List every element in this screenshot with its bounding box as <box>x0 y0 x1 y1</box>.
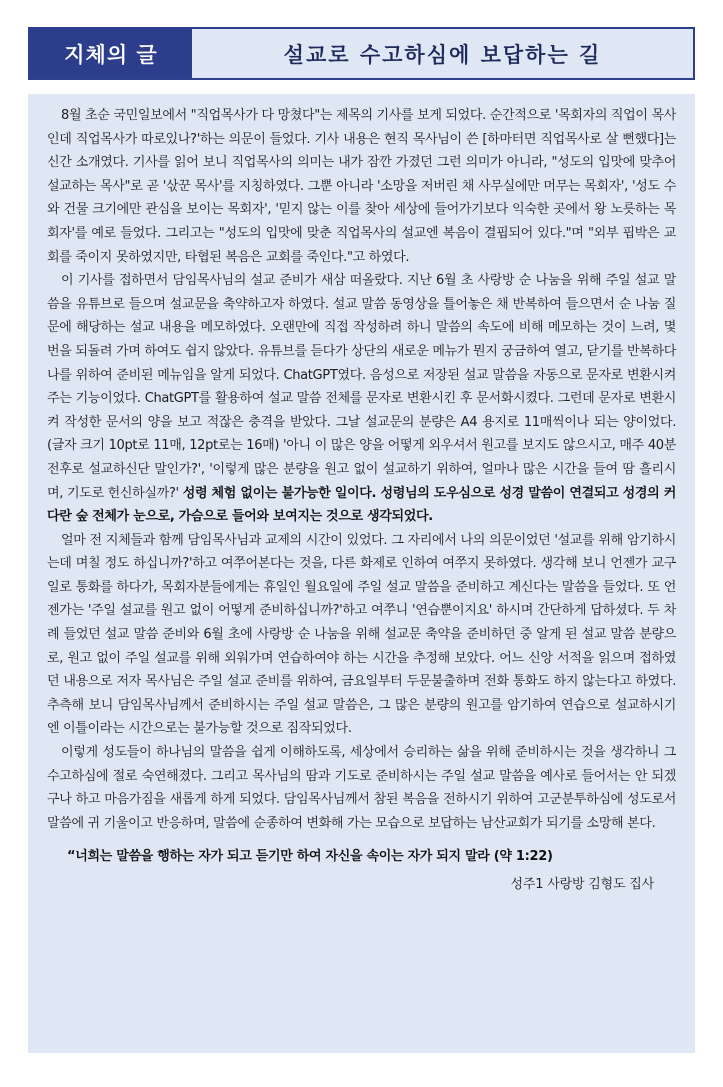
author-signature: 성주1 사랑방 김형도 집사 <box>510 877 654 893</box>
paragraph-2-text: 이 기사를 접하면서 담임목사님의 설교 준비가 새삼 떠올랐다. 지난 6월 초 사랑방 순 나눔을 위해 주일 설교 말씀을 유튜브로 들으며 설교문을 축약하고자 하였다. 설교 말씀 동영상을 틀어놓은 채 반복하여 들으면서 순 나눔 질문에 해당하는 설교 내용을 메모하였다. 오랜만에 직접 작성하려 하니 말씀의 속도에 비해 메모하는 것이 느려, 몇 번을 되돌려 가며 하여도 쉽지 않았다. 유튜브를 듣다가 상단의 새로운 메뉴가 뭔지 궁금하여 열고, 닫기를 반복하다 나를 위하여 준비된 메뉴임을 알게 되었다. ChatGPT였다. 음성으로 저장된 설교 말씀을 자동으로 문자로 변환시켜 주는 기능이었다. ChatGPT를 활용하여 설교 말씀 전체를 문자로 변환시킨 후 문서화시켰다. 그런데 문자로 변환시켜 작성한 문서의 양을 보고 적잖은 충격을 받았다. 그날 설교문의 분량은 A4 용지로 11매씩이나 되는 양이었다. (글자 크기 10pt로 11매, 12pt로는 16매) '아니 이 많은 양을 어떻게 외우셔서 원고를 보지도 않으시고, 매주 40분 전후로 설교하신단 말인가?', '이렇게 많은 분량을 원고 없이 설교하기 위하여, 얼마나 많은 시간을 들여 땀 흘리시며, 기도로 헌신하실까?' <box>47 273 676 501</box>
paragraph-3 <box>47 529 676 741</box>
article-body <box>28 94 695 1053</box>
article-page <box>28 27 695 1053</box>
paragraph-2 <box>47 269 676 529</box>
paragraph-2-emphasis: 성령 체험 없이는 불가능한 일이다. 성령님의 도우심으로 성경 말씀이 연결되고 성경의 커다란 숲 전체가 눈으로, 가슴으로 들어와 보여지는 것으로 생각되었다. <box>47 485 677 525</box>
paragraph-4 <box>47 741 676 835</box>
paragraph-3-text: 얼마 전 지체들과 함께 담임목사님과 교제의 시간이 있었다. 그 자리에서 나의 의문이었던 '설교를 위해 암기하시는데 며칠 정도 하십니까?'하고 여쭈어본다는 것을, 다른 화제로 인하여 여쭈지 못하였다. 생각해 보니 언젠가 교구 일로 통화를 하다가, 목회자분들에게는 휴일인 월요일에 주일 설교 말씀을 준비하고 계신다는 말씀을 들었다. 또 언젠가는 '주일 설교를 원고 없이 어떻게 준비하십니까?'하고 여쭈니 '연습뿐이지요' 하시며 간단하게 답하셨다. 두 차례 들었던 설교 말씀 준비와 6월 초에 사랑방 순 나눔을 위해 설교문 축약을 준비하던 중 알게 된 설교 말씀 분량으로, 원고 없이 주일 설교를 위해 외워가며 연습하여야 하는 시간을 추정해 보았다. 어느 신앙 서적을 읽으며 접하였던 내용으로 저자 목사님은 주일 설교 준비를 위하여, 금요일부터 두문불출하며 전화 통화도 하지 않는다고 하였다. 추측해 보니 담임목사님께서 준비하시는 주일 설교 말씀은, 그 많은 분량의 원고를 암기하여 연습으로 설교하시기엔 이틀이라는 시간으로는 불가능할 것으로 짐작되었다. <box>47 532 676 737</box>
paragraph-1-text: 8월 초순 국민일보에서 "직업목사가 다 망쳤다"는 제목의 기사를 보게 되었다. 순간적으로 '목회자의 직업이 목사인데 직업목사가 따로있나?'하는 의문이 들었다. 기사 내용은 현직 목사님이 쓴 [하마터면 직업목사로 살 뻔했다]는 신간 소개였다. 기사를 읽어 보니 직업목사의 의미는 내가 잠깐 가졌던 그런 의미가 아니라, "성도의 입맛에 맞추어 설교하는 목사"로 곧 '삯꾼 목사'를 지칭하였다. 그뿐 아니라 '소망을 저버린 채 사무실에만 머무는 목회자', '성도 수와 건물 크기에만 관심을 보이는 목회자', '믿지 않는 이를 찾아 세상에 들어가기보다 익숙한 곳에서 왕 노릇하는 목회자'를 예로 들었다. 그리고는 "성도의 입맛에 맞춘 직업목사의 설교엔 복음이 결핍되어 있다."며 "외부 핍박은 교회를 죽이지 못하였지만, 타협된 복음은 교회를 죽인다."고 하였다. <box>47 108 676 265</box>
section-tag: 지체의 글 <box>30 29 192 78</box>
article-header <box>28 27 695 80</box>
paragraph-1 <box>47 104 676 269</box>
paragraph-4-text: 이렇게 성도들이 하나님의 말씀을 쉽게 이해하도록, 세상에서 승리하는 삶을 위해 준비하시는 것을 생각하니 그 수고하심에 절로 숙연해졌다. 그리고 목사님의 땀과 기도로 준비하시는 주일 설교 말씀을 예사로 들어서는 안 되겠구나 하고 마음가짐을 새롭게 하게 되었다. 담임목사님께서 참된 복음을 전하시기 위하여 고군분투하심에 성도로서 말씀에 귀 기울이고 반응하며, 말씀에 순종하여 변화해 가는 모습으로 보답하는 남산교회가 되기를 소망해 본다. <box>47 745 676 831</box>
article-title: 설교로 수고하심에 보답하는 길 <box>283 42 602 67</box>
scripture-quote: “너희는 말씀을 행하는 자가 되고 듣기만 하여 자신을 속이는 자가 되지 말라 (약 1:22) <box>67 849 553 865</box>
